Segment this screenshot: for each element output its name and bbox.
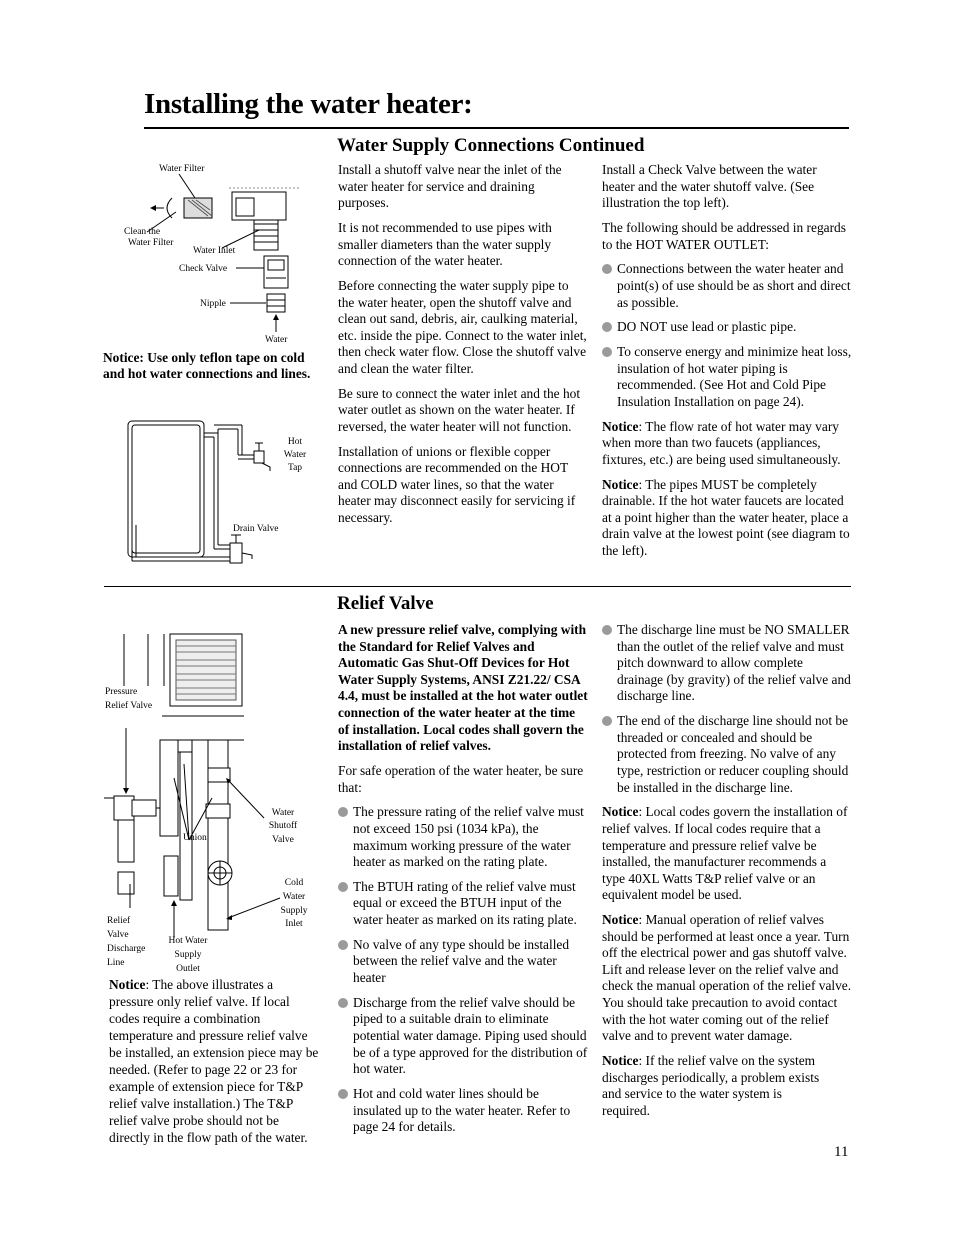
paragraph: The following should be addressed in regards to the HOT WATER OUTLET: — [602, 219, 846, 252]
figure-hot-water-drain — [104, 395, 334, 570]
bullet-icon — [602, 716, 612, 726]
title-rule — [144, 127, 849, 129]
paragraph: Be sure to connect the water inlet and the hot water outlet as shown on the water heater. If reversed, the water heater will not function. — [338, 385, 581, 434]
figure-relief-valve — [104, 628, 334, 976]
bullet-item: Hot and cold water lines should be insulated up to the water heater. Refer to page 24 for details. — [338, 1086, 588, 1136]
bullet-icon — [338, 1089, 348, 1099]
bullet-icon — [338, 998, 348, 1008]
relief-valve-column-1 — [338, 622, 588, 1144]
bullet-item: Discharge from the relief valve should be piped to a suitable drain to eliminate potential water damage. Piping used should be of a type approved for the distribution of hot water. — [338, 995, 588, 1078]
notice-periodic-discharge: Notice: If the relief valve on the system discharges periodically, a problem exists and service to the water system is required. — [602, 1053, 820, 1118]
label-water-filter: Water Filter — [159, 164, 205, 174]
section-heading-water-supply: Water Supply Connections Continued — [337, 135, 645, 156]
label-shutoff-2: Shutoff — [268, 821, 298, 831]
bullet-item: The discharge line must be NO SMALLER than the outlet of the relief valve and must pitch downward to allow complete drainage (by gravity) of the relief valve and discharge line. — [602, 622, 852, 705]
label-hot-1: Hot Water — [168, 936, 208, 946]
label-drain-valve: Drain Valve — [233, 524, 279, 534]
paragraph: Installation of unions or flexible copper connections are recommended on the HOT and COLD water lines, so that the water heater may disconnect easily for servicing if necessary. — [338, 443, 576, 526]
label-rvd-1: Relief — [107, 916, 131, 926]
label-water-inlet: Water Inlet — [193, 246, 236, 256]
notice-manual-operation: Notice: Manual operation of relief valves should be performed at least once a year. Turn off the electrical power and gas shutoff valve. Lift and release lever on the relief valve and check the manual operation of the relief valve. You should take precaution to avoid contact with the hot water coming out of the relief valve and to prevent water damage. — [602, 912, 852, 1044]
notice-teflon: Notice: Use only teflon tape on cold and hot water connections and lines. — [103, 350, 311, 382]
label-rvd-3: Discharge — [107, 944, 146, 954]
label-water: Water — [265, 335, 288, 345]
hot-water-drain-diagram — [104, 395, 334, 570]
section-divider — [104, 586, 851, 587]
bullet-icon — [338, 807, 348, 817]
notice-flow-rate: Notice: The flow rate of hot water may vary when more than two faucets (appliances, fixtures, etc.) are being used simultaneously. — [602, 418, 841, 467]
page-title: Installing the water heater: — [144, 88, 473, 120]
label-cold-1: Cold — [284, 878, 304, 888]
bullet-icon — [338, 882, 348, 892]
bullet-item: The end of the discharge line should not be threaded or concealed and should be protected from freezing. No valve of any type, restriction or reducer coupling should be installed in the discharge line. — [602, 713, 852, 796]
bullet-icon — [602, 264, 612, 274]
paragraph: For safe operation of the water heater, be sure that: — [338, 762, 584, 795]
paragraph: Before connecting the water supply pipe to the water heater, open the shutoff valve and clean out sand, debris, air, caulking material, etc. inside the pipe. Connect to the water inlet, then check water flow. Close the shutoff valve and clean the water filter. — [338, 277, 587, 376]
label-nipple: Nipple — [200, 299, 226, 309]
label-prv-2: Relief Valve — [105, 701, 153, 711]
label-shutoff-1: Water — [271, 808, 295, 818]
label-check-valve: Check Valve — [179, 264, 228, 274]
notice-local-codes: Notice: Local codes govern the installation of relief valves. If local codes require that a temperature and pressure relief valve be installed, the manufacturer recommends a type 40XL Watts T&P relief valve or an equivalent model be used. — [602, 804, 848, 903]
paragraph: Install a shutoff valve near the inlet of the water heater for service and draining purposes. — [338, 162, 562, 211]
bullet-item: The pressure rating of the relief valve must not exceed 150 psi (1034 kPa), the maximum working pressure of the water heater as marked on the rating plate. — [338, 804, 588, 870]
paragraph: It is not recommended to use pipes with smaller diameters than the water supply connection of the water heater. — [338, 219, 552, 269]
label-hot-3: Outlet — [176, 964, 200, 974]
bullet-icon — [338, 940, 348, 950]
bullet-item: The BTUH rating of the relief valve must equal or exceed the BTUH input of the water heater as marked on its rating plate. — [338, 879, 588, 929]
label-rvd-4: Line — [107, 958, 125, 968]
label-hot-2: Supply — [174, 950, 202, 960]
label-cold-3: Supply — [280, 906, 308, 916]
bullet-item: No valve of any type should be installed between the relief valve and the water heater — [338, 937, 588, 987]
bullet-icon — [602, 625, 612, 635]
page-number: 11 — [834, 1144, 849, 1160]
bullet-icon — [602, 322, 612, 332]
label-cold-4: Inlet — [285, 919, 303, 929]
bullet-icon — [602, 347, 612, 357]
label-prv-1: Pressure — [105, 687, 138, 697]
bullet-item: To conserve energy and minimize heat loss, insulation of hot water piping is recommended. (See Hot and Cold Pipe Insulation Installation on page 24). — [602, 344, 852, 410]
label-hot-tap-2: Water — [283, 450, 307, 460]
label-clean-filter-2: Water Filter — [128, 238, 174, 248]
label-hot-tap-3: Tap — [287, 463, 303, 473]
notice-drainable: Notice: The pipes MUST be completely drainable. If the hot water faucets are located at a point higher than the water heater, place a drain valve at the lowest point (see diagram to the left). — [602, 476, 850, 558]
bullet-item: DO NOT use lead or plastic pipe. — [602, 319, 852, 336]
paragraph: Install a Check Valve between the water heater and the water shutoff valve. (See illustration the top left). — [602, 162, 817, 211]
water-supply-column-2 — [602, 162, 852, 568]
label-clean-filter-1: Clean the — [124, 227, 161, 237]
relief-valve-requirement: A new pressure relief valve, complying with the Standard for Relief Valves and Automatic Gas Shut-Off Devices for Hot Water Supply Systems, ANSI Z21.22/ CSA 4.4, must be installed at the hot water outlet connection of the water heater at the time of installation. Local codes shall govern the installation of relief valves. — [338, 622, 588, 754]
label-shutoff-3: Valve — [272, 835, 294, 845]
figure-water-filter — [104, 160, 334, 350]
water-supply-column-1 — [338, 162, 588, 535]
bullet-item: Connections between the water heater and point(s) of use should be as short and direct as possible. — [602, 261, 852, 311]
label-rvd-2: Valve — [107, 930, 129, 940]
label-cold-2: Water — [282, 892, 306, 902]
label-hot-tap-1: Hot — [287, 437, 303, 447]
notice-pressure-only: Notice: The above illustrates a pressure only relief valve. If local codes require a combination temperature and pressure relief valve be installed, an extension piece may be needed. (Refer to page 22 or 23 for example of extension piece for T&P relief valve installation.) The T&P relief valve probe should not be directly in the flow path of the water. — [109, 977, 319, 1145]
label-union: Union — [183, 833, 207, 843]
relief-valve-column-2 — [602, 622, 852, 1128]
section-heading-relief-valve: Relief Valve — [337, 593, 434, 614]
